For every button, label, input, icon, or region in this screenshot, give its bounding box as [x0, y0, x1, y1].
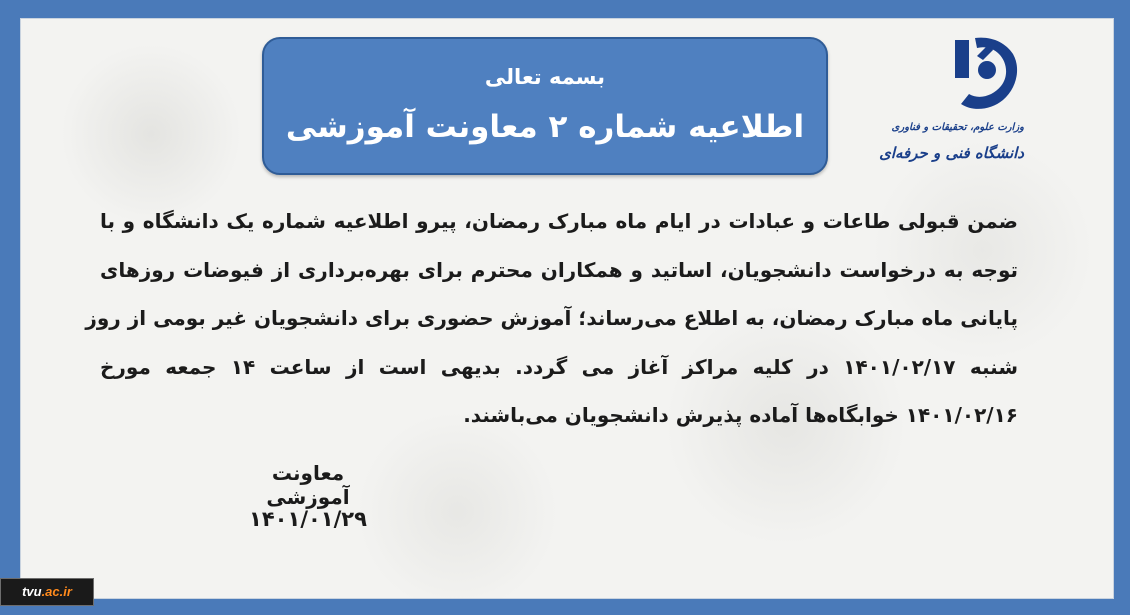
- header-title: اطلاعیه شماره ۲ معاونت آموزشی: [285, 109, 805, 145]
- site-watermark: [0, 578, 94, 606]
- logo-university-text: دانشگاه فنی و حرفه‌ای: [879, 144, 1024, 162]
- body-line: پایانی ماه مبارک رمضان، به اطلاع می‌رساند؛ آموزش حضوری برای دانشجویان غیر بومی از روز: [85, 306, 1018, 330]
- body-line: توجه به درخواست دانشجویان، اساتید و همکاران محترم برای بهره‌برداری از فیوضات روزهای: [100, 257, 1018, 282]
- signature-office: معاونت آموزشی: [266, 461, 350, 509]
- title-box: [262, 37, 828, 175]
- body-line: ۱۴۰۱/۰۲/۱۶ خوابگاه‌ها آماده پذیرش دانشجویان می‌باشند.: [463, 403, 1018, 427]
- header-subtitle: بسمه تعالی: [484, 65, 606, 89]
- body-line: ضمن قبولی طاعات و عبادات در ایام ماه مبارک رمضان، پیرو اطلاعیه شماره یک دانشگاه و با: [100, 209, 1018, 233]
- university-emblem-icon: [947, 34, 1021, 114]
- body-line: شنبه ۱۴۰۱/۰۲/۱۷ در کلیه مراکز آغاز می گردد. بدیهی است از ساعت ۱۴ جمعه مورخ: [100, 354, 1018, 379]
- university-logo: [879, 34, 1030, 174]
- notice-body: [85, 197, 1018, 440]
- watermark-name: tvu: [22, 584, 42, 599]
- logo-ministry-text: وزارت علوم، تحقیقات و فناوری: [891, 122, 1024, 133]
- watermark-tld: .ac.ir: [41, 584, 72, 599]
- signature-date: ۱۴۰۱/۰۱/۲۹: [249, 507, 367, 531]
